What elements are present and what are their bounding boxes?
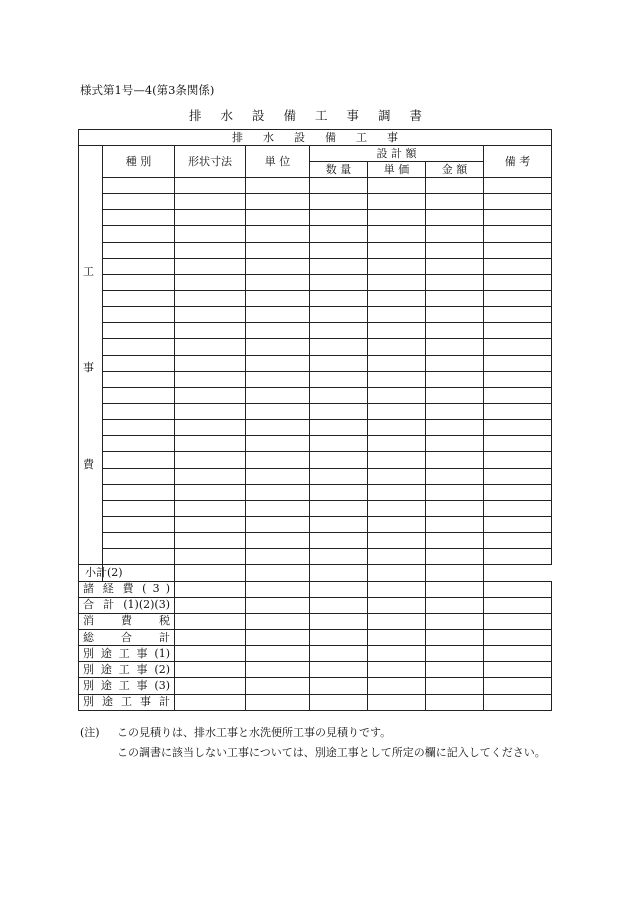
table-cell <box>103 242 175 258</box>
table-cell <box>175 678 246 694</box>
table-cell <box>368 226 426 242</box>
summary-row-label: 消 費 税 <box>79 613 175 629</box>
table-cell <box>310 339 368 355</box>
table-cell <box>103 290 175 306</box>
table-cell <box>246 258 310 274</box>
note-line-1: この見積りは、排水工事と水洗便所工事の見積りです。 <box>117 726 392 739</box>
table-cell <box>103 355 175 371</box>
table-cell <box>175 484 246 500</box>
table-cell <box>484 194 552 210</box>
table-cell <box>175 194 246 210</box>
table-cell <box>426 226 484 242</box>
table-cell <box>103 533 175 549</box>
table-cell <box>103 371 175 387</box>
table-row <box>79 403 552 419</box>
table-cell <box>103 274 175 290</box>
table-cell <box>103 323 175 339</box>
table-cell <box>426 323 484 339</box>
table-cell <box>368 500 426 516</box>
table-cell <box>246 597 310 613</box>
table-cell <box>175 258 246 274</box>
table-cell <box>484 339 552 355</box>
table-cell <box>246 694 310 710</box>
table-cell <box>484 613 552 629</box>
table-cell <box>175 565 246 581</box>
table-row <box>79 516 552 532</box>
summary-row <box>79 662 552 678</box>
table-cell <box>426 533 484 549</box>
table-cell <box>310 194 368 210</box>
table-band-row <box>79 130 552 146</box>
table-cell <box>484 323 552 339</box>
table-cell <box>310 307 368 323</box>
table-cell <box>175 178 246 194</box>
summary-row-label: 諸 経 費 ( 3 ) <box>79 581 175 597</box>
table-cell <box>310 355 368 371</box>
table-cell <box>368 194 426 210</box>
table-cell <box>246 355 310 371</box>
table-cell <box>175 500 246 516</box>
table-cell <box>310 484 368 500</box>
table-cell <box>175 387 246 403</box>
table-cell <box>246 307 310 323</box>
table-cell <box>103 452 175 468</box>
table-row <box>79 307 552 323</box>
table-cell <box>368 387 426 403</box>
table-cell <box>426 613 484 629</box>
table-cell <box>484 210 552 226</box>
table-cell <box>103 178 175 194</box>
table-cell <box>310 403 368 419</box>
table-cell <box>426 500 484 516</box>
table-row <box>79 323 552 339</box>
table-cell <box>175 694 246 710</box>
table-row <box>79 226 552 242</box>
table-cell <box>426 565 484 581</box>
table-cell <box>426 436 484 452</box>
table-cell <box>368 533 426 549</box>
table-cell <box>426 210 484 226</box>
table-cell <box>246 549 310 565</box>
table-cell <box>310 516 368 532</box>
table-cell <box>175 662 246 678</box>
table-cell <box>484 500 552 516</box>
table-cell <box>310 323 368 339</box>
table-cell <box>368 242 426 258</box>
table-cell <box>484 678 552 694</box>
table-cell <box>310 371 368 387</box>
subtotal-label: 小計(2) <box>79 565 103 581</box>
table-cell <box>484 533 552 549</box>
table-cell <box>246 403 310 419</box>
table-cell <box>426 662 484 678</box>
table-cell <box>103 258 175 274</box>
table-cell <box>426 694 484 710</box>
summary-row <box>79 646 552 662</box>
table-cell <box>310 274 368 290</box>
table-cell <box>426 597 484 613</box>
table-cell <box>310 597 368 613</box>
table-cell <box>484 581 552 597</box>
table-cell <box>310 581 368 597</box>
table-cell <box>246 420 310 436</box>
table-row <box>79 339 552 355</box>
table-cell <box>484 468 552 484</box>
table-cell <box>246 323 310 339</box>
table-cell <box>175 355 246 371</box>
table-cell <box>310 613 368 629</box>
table-row <box>79 371 552 387</box>
table-cell <box>368 678 426 694</box>
table-row <box>79 500 552 516</box>
table-cell <box>368 516 426 532</box>
table-cell <box>175 629 246 645</box>
document-title: 排水設備工事調書 <box>188 108 441 123</box>
table-cell <box>484 387 552 403</box>
table-cell <box>175 274 246 290</box>
table-cell <box>175 613 246 629</box>
table-cell <box>246 290 310 306</box>
table-cell <box>246 178 310 194</box>
table-cell <box>246 226 310 242</box>
table-cell <box>310 178 368 194</box>
table-cell <box>246 468 310 484</box>
table-cell <box>368 307 426 323</box>
table-cell <box>484 371 552 387</box>
table-cell <box>175 533 246 549</box>
table-cell <box>103 549 175 565</box>
table-cell <box>484 516 552 532</box>
side-label-cell <box>79 146 103 565</box>
table-cell <box>368 565 426 581</box>
summary-row-label: 総 合 計 <box>79 629 175 645</box>
table-cell <box>310 387 368 403</box>
table-cell <box>484 452 552 468</box>
table-cell <box>246 629 310 645</box>
table-cell <box>246 387 310 403</box>
table-cell <box>103 226 175 242</box>
table-cell <box>175 403 246 419</box>
table-cell <box>368 290 426 306</box>
table-cell <box>246 646 310 662</box>
table-cell <box>484 420 552 436</box>
table-cell <box>175 323 246 339</box>
table-row <box>79 484 552 500</box>
table-cell <box>246 613 310 629</box>
table-cell <box>175 420 246 436</box>
table-cell <box>103 436 175 452</box>
table-cell <box>426 468 484 484</box>
table-cell <box>103 468 175 484</box>
table-cell <box>484 274 552 290</box>
summary-row-label: 別途工事計 <box>79 694 175 710</box>
table-cell <box>426 307 484 323</box>
table-cell <box>368 662 426 678</box>
table-cell <box>426 420 484 436</box>
table-cell <box>310 468 368 484</box>
table-cell <box>484 484 552 500</box>
table-cell <box>310 420 368 436</box>
summary-row <box>79 629 552 645</box>
table-row <box>79 549 552 565</box>
table-cell <box>175 210 246 226</box>
table-cell <box>484 662 552 678</box>
table-cell <box>484 307 552 323</box>
summary-row-label: 別途工事(2) <box>79 662 175 678</box>
table-cell <box>484 597 552 613</box>
table-cell <box>175 452 246 468</box>
table-cell <box>426 452 484 468</box>
table-cell <box>246 242 310 258</box>
table-row <box>79 387 552 403</box>
summary-row <box>79 678 552 694</box>
summary-row-label: 別途工事(3) <box>79 678 175 694</box>
table-cell <box>246 210 310 226</box>
table-cell <box>103 339 175 355</box>
table-cell <box>310 549 368 565</box>
table-cell <box>310 500 368 516</box>
table-cell <box>175 646 246 662</box>
table-cell <box>368 436 426 452</box>
table-cell <box>426 274 484 290</box>
table-cell <box>368 258 426 274</box>
table-cell <box>246 436 310 452</box>
table-cell <box>175 581 246 597</box>
table-cell <box>484 290 552 306</box>
table-row <box>79 436 552 452</box>
summary-row <box>79 694 552 710</box>
table-cell <box>103 516 175 532</box>
table-cell <box>484 646 552 662</box>
table-cell <box>103 210 175 226</box>
table-row <box>79 178 552 194</box>
table-cell <box>426 290 484 306</box>
note-label: (注) <box>80 726 100 739</box>
table-cell <box>175 307 246 323</box>
table-cell <box>484 436 552 452</box>
table-row <box>79 290 552 306</box>
table-cell <box>246 452 310 468</box>
table-cell <box>103 194 175 210</box>
table-cell <box>368 339 426 355</box>
table-cell <box>310 678 368 694</box>
table-cell <box>310 452 368 468</box>
header-unit: 単 位 <box>246 146 310 178</box>
table-cell <box>426 242 484 258</box>
table-cell <box>246 581 310 597</box>
table-cell <box>426 387 484 403</box>
summary-row-label: 別途工事(1) <box>79 646 175 662</box>
table-cell <box>426 516 484 532</box>
table-row <box>79 242 552 258</box>
table-cell <box>310 662 368 678</box>
table-cell <box>368 178 426 194</box>
table-row <box>79 452 552 468</box>
table-cell <box>484 403 552 419</box>
table-cell <box>246 678 310 694</box>
table-cell <box>310 565 368 581</box>
table-cell <box>310 226 368 242</box>
table-cell <box>175 226 246 242</box>
table-cell <box>175 339 246 355</box>
table-cell <box>175 436 246 452</box>
summary-row <box>79 613 552 629</box>
note-line-2: この調書に該当しない工事については、別途工事として所定の欄に記入してください。 <box>117 746 546 759</box>
estimate-table <box>78 129 552 711</box>
side-label-char: 事 <box>83 361 94 374</box>
header-amount: 金 額 <box>426 162 484 178</box>
table-cell <box>310 629 368 645</box>
table-cell <box>368 484 426 500</box>
table-cell <box>368 403 426 419</box>
header-quantity: 数 量 <box>310 162 368 178</box>
table-cell <box>426 549 484 565</box>
table-cell <box>368 549 426 565</box>
table-cell <box>175 371 246 387</box>
table-cell <box>368 323 426 339</box>
table-cell <box>175 597 246 613</box>
table-cell <box>368 646 426 662</box>
subtotal-row <box>79 565 552 581</box>
table-cell <box>310 210 368 226</box>
table-cell <box>368 581 426 597</box>
table-cell <box>175 516 246 532</box>
table-cell <box>484 629 552 645</box>
table-cell <box>175 242 246 258</box>
table-cell <box>246 194 310 210</box>
table-row <box>79 533 552 549</box>
table-cell <box>175 549 246 565</box>
form-number: 様式第1号—4(第3条関係) <box>80 83 215 97</box>
table-row <box>79 274 552 290</box>
table-cell <box>484 549 552 565</box>
table-cell <box>426 646 484 662</box>
header-shape-size: 形状寸法 <box>175 146 246 178</box>
table-row <box>79 210 552 226</box>
table-cell <box>426 339 484 355</box>
table-cell <box>426 403 484 419</box>
table-cell <box>246 371 310 387</box>
table-cell <box>246 533 310 549</box>
table-cell <box>484 694 552 710</box>
table-cell <box>368 452 426 468</box>
table-row <box>79 355 552 371</box>
header-design-amount: 設 計 額 <box>310 146 484 162</box>
table-cell <box>246 339 310 355</box>
table-cell <box>310 290 368 306</box>
table-cell <box>484 242 552 258</box>
table-cell <box>246 516 310 532</box>
table-cell <box>103 484 175 500</box>
table-cell <box>310 694 368 710</box>
side-label-char: 工 <box>83 265 94 278</box>
table-row <box>79 468 552 484</box>
table-row <box>79 258 552 274</box>
table-cell <box>426 178 484 194</box>
table-cell <box>310 242 368 258</box>
table-cell <box>103 500 175 516</box>
table-cell <box>426 581 484 597</box>
table-cell <box>368 420 426 436</box>
side-label-char: 費 <box>83 458 94 471</box>
table-header-row-1 <box>79 146 552 162</box>
header-remarks: 備 考 <box>484 146 552 178</box>
header-kind: 種 別 <box>103 146 175 178</box>
table-cell <box>426 678 484 694</box>
table-cell <box>103 307 175 323</box>
table-cell <box>246 565 310 581</box>
summary-row <box>79 597 552 613</box>
table-cell <box>175 290 246 306</box>
table-cell <box>310 533 368 549</box>
table-cell <box>426 371 484 387</box>
table-row <box>79 194 552 210</box>
table-cell <box>246 500 310 516</box>
table-band-title: 排水設備工事 <box>79 130 552 146</box>
table-cell <box>426 484 484 500</box>
table-cell <box>310 436 368 452</box>
table-cell <box>426 629 484 645</box>
table-cell <box>310 258 368 274</box>
table-cell <box>484 178 552 194</box>
table-cell <box>246 662 310 678</box>
header-unit-price: 単 価 <box>368 162 426 178</box>
table-cell <box>368 355 426 371</box>
table-cell <box>368 274 426 290</box>
table-cell <box>103 387 175 403</box>
table-cell <box>103 403 175 419</box>
table-cell <box>484 258 552 274</box>
table-cell <box>175 468 246 484</box>
table-cell <box>426 194 484 210</box>
table-cell <box>368 371 426 387</box>
summary-row <box>79 581 552 597</box>
table-cell <box>368 210 426 226</box>
table-cell <box>368 694 426 710</box>
summary-row-label: 合計(1)(2)(3) <box>79 597 175 613</box>
table-cell <box>368 597 426 613</box>
table-cell <box>368 613 426 629</box>
table-cell <box>368 629 426 645</box>
table-cell <box>246 274 310 290</box>
table-cell <box>484 355 552 371</box>
table-cell <box>426 258 484 274</box>
table-cell <box>484 226 552 242</box>
table-cell <box>426 355 484 371</box>
table-cell <box>246 484 310 500</box>
table-cell <box>103 420 175 436</box>
table-cell <box>310 646 368 662</box>
table-cell <box>368 468 426 484</box>
table-row <box>79 420 552 436</box>
